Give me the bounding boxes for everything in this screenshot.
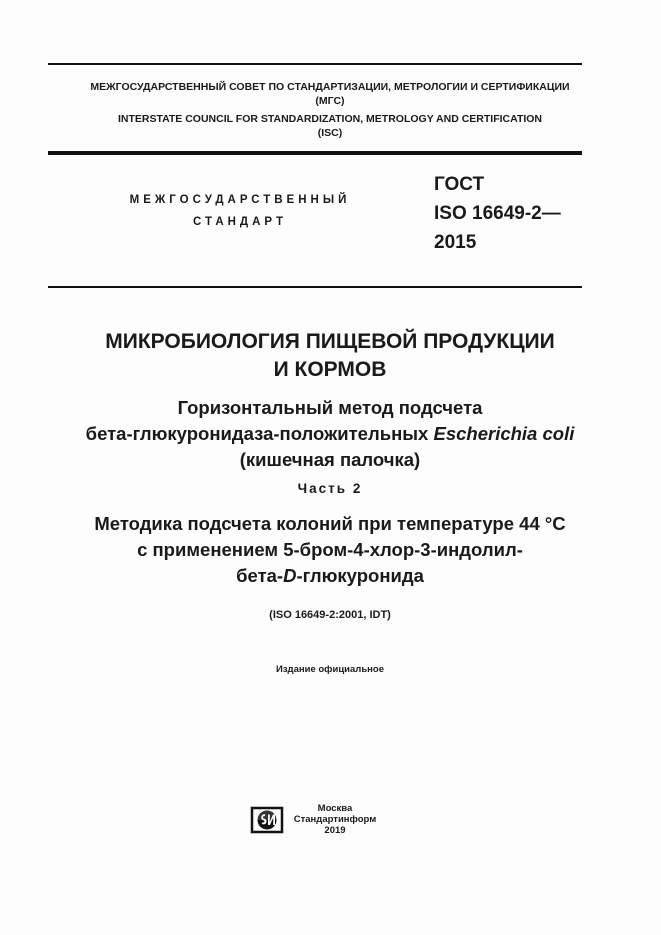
method-line3-prefix: бета- bbox=[236, 565, 284, 586]
part-label: Часть 2 bbox=[297, 481, 363, 496]
subtitle-line2 bbox=[30, 421, 630, 447]
gost-line1: ГОСТ bbox=[434, 174, 485, 195]
method-line2: с применением 5-бром-4-хлор-3-индолил- bbox=[137, 539, 523, 560]
gost-designation bbox=[434, 170, 561, 257]
method-line3 bbox=[30, 563, 630, 589]
council-en-line1: INTERSTATE COUNCIL FOR STANDARDIZATION, METROLOGY AND CERTIFICATION bbox=[117, 113, 543, 125]
gost-line2: ISO 16649-2— bbox=[434, 203, 561, 224]
iso-reference: (ISO 16649-2:2001, IDT) bbox=[269, 609, 391, 621]
council-en bbox=[30, 112, 630, 140]
publisher-year: 2019 bbox=[324, 825, 346, 836]
publisher-city: Москва bbox=[317, 803, 353, 814]
standard-type-line2: СТАНДАРТ bbox=[193, 216, 287, 228]
standartinform-logo-icon bbox=[249, 805, 285, 835]
title-line2: И КОРМОВ bbox=[273, 358, 387, 381]
edition-note: Издание официальное bbox=[276, 664, 384, 675]
top-rule bbox=[48, 63, 582, 65]
standard-type-label bbox=[100, 189, 380, 233]
method-line3-italic: D bbox=[283, 565, 297, 586]
method-title bbox=[30, 511, 630, 589]
header-rule bbox=[48, 151, 582, 155]
subtitle-line1: Горизонтальный метод подсчета bbox=[177, 397, 483, 418]
council-ru bbox=[30, 80, 630, 108]
document-title bbox=[30, 328, 630, 384]
subtitle-line2-text: бета-глюкуронидаза-положительных bbox=[85, 423, 434, 444]
designation-rule bbox=[48, 286, 582, 288]
standard-type-line1: МЕЖГОСУДАРСТВЕННЫЙ bbox=[129, 194, 351, 206]
council-ru-line2: (МГС) bbox=[315, 95, 345, 107]
council-ru-line1: МЕЖГОСУДАРСТВЕННЫЙ СОВЕТ ПО СТАНДАРТИЗАЦИИ, МЕТРОЛОГИИ И СЕРТИФИКАЦИИ bbox=[90, 81, 570, 93]
subtitle-line3: (кишечная палочка) bbox=[239, 449, 421, 470]
title-line1: МИКРОБИОЛОГИЯ ПИЩЕВОЙ ПРОДУКЦИИ bbox=[105, 330, 555, 353]
publisher-name: Стандартинформ bbox=[293, 814, 377, 825]
subtitle-organism-name: Escherichia coli bbox=[433, 423, 575, 444]
publisher-block bbox=[290, 803, 380, 836]
document-subtitle bbox=[30, 395, 630, 473]
council-en-line2: (ISC) bbox=[317, 127, 343, 139]
method-line1: Методика подсчета колоний при температуре 44 °С bbox=[94, 513, 566, 534]
method-line3-suffix: -глюкуронида bbox=[296, 565, 424, 586]
gost-line3: 2015 bbox=[434, 232, 477, 253]
